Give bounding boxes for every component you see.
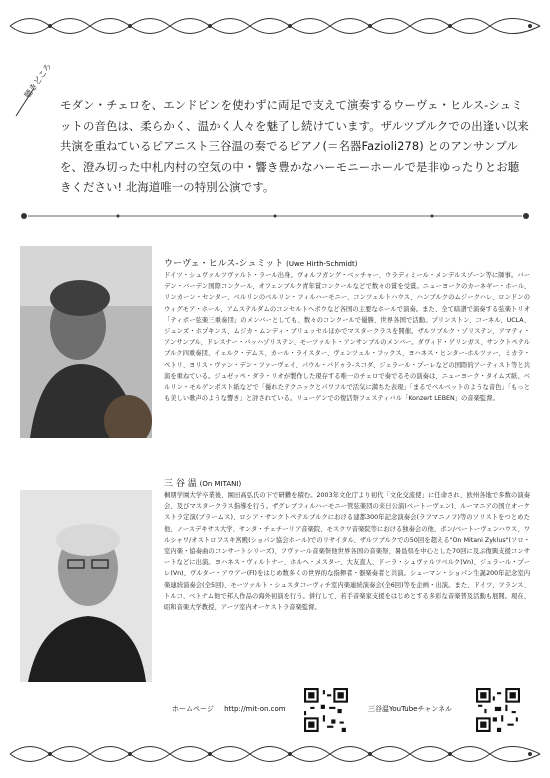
homepage-link-block[interactable] bbox=[172, 704, 286, 714]
youtube-qr-code-icon[interactable] bbox=[476, 688, 520, 732]
homepage-url[interactable]: http://mit-on.com bbox=[224, 705, 286, 713]
highlight-text: モダン・チェロを、エンドピンを使わずに両足で支えて演奏するウーヴェ・ヒルス-シュミットの音色は、柔らかく、温かく人々を魅了し続けています。ザルツブルクでの出逢い以来共演を重ねているピアニスト三谷温の奏でるピアノ(＝名器Fazioli278) とのアンサンブルを、澄み切った中札内村の空気の中・響き豊かなハーモニーホールで是非ゆったりとお聴きください! 北海道唯一の特別公演です。 bbox=[60, 98, 529, 194]
cellist-photo bbox=[20, 246, 152, 438]
artist-1-bio: ドイツ・シュヴァルツヴァルト・ラール出身。ヴォルフガング・ベッチャー、ウラディミール・メンデルスゾーン等に師事。バーデン・バーデン国際コンクール、オフェンブルク青年賞コンクールなどで数々の賞を受賞。ニューヨークのカーネギー・ホール、リンカーン・センター、ベルリンのベルリン・フィルハーモニー、コンツェルトハウス、ハンブルクのムジークハレ、ロンドンのウィグモア・ホール、アムステルダムのコンセルトヘボウなど各国の主要なホールで演奏。また、全て暗譜で演奏する弦楽トリオ「ティボー弦楽三重奏団」のメンバーとしても、数々のコンクールで優勝、世界各国で活動。プリンストン、コーネル、UCLA、ジュンズ・ホプキンス、ムジカ・ムンディ・ブリュッセルほかでマスタークラスを開催。ザルツブルク・ゾリステン、アマティ・アンサンブル、ドレスナー・バッハゾリステン、モーツァルト・アンサンブルのメンバー。ダヴィド・ゲリンガス、サンクトペテルブルク四重奏団、イェルク・デムス、カール・ライスター、ヴェンツェル・フックス、ヨハネス・ヒンター-ホルツァー、ミカラ・ペトリ、ヨリス・ヴァン・デン・ファーヴェイ、パウル・バドゥラ-スコダ、ジェラール・プーレなどの国際的アーティスト等と共演を重ねている。ジュゼッペ・ダラ・リオが製作した現存する唯一のチェロで奏でるその演奏は、ニューヨーク・タイムズ紙、ベルリン・モルゲンポスト紙などで「優れたテクニックとパワフルで活気に満ちた表現」「まるでベルベットのような音色」「もっとも美しい歌声のような響き」と評されている。リューゲンでの復活祭フェスティバル「Konzert LEBEN」の音楽監督。 bbox=[164, 272, 530, 403]
highlight-tag bbox=[14, 61, 64, 120]
artist-2-name: 三 谷 温 bbox=[164, 479, 197, 489]
artist-2-bio: 桐朋学園大学卒業後、園田高弘氏の下で研鑽を積む。2003年文化庁より初代「文化交流使」に任命され、欧州各地で多数の演奏会、及びマスタークラス指導を行う。ザグレブフィルハーモニー管弦楽団の来日公演(ベートーヴェン)、ルーマニアの国立オーケストラ定演(ブラームス)、ロシア・サンクトペテルブルクにおける建都300年記念演奏会(ラフマニノフ)等のソリストをつとめた他、ノースデキサス大学、サンタ・チェチーリア音楽院、モスクワ音楽院等における独奏会の他、ボン/ベートーヴェンハウス、ワルシャワ/オストロフスキ宮殿(ショパン協会ホール)でのリサイタル、ザルツブルクでの50回を超える"On Mitani Zyklus"(ソロ・室内楽・協奏曲のコンサートシリーズ)、フヴァール音楽祭他世界各国の音楽祭、暑島県を中心とした70回に及ぶ復興支援コンサートなどに出演。ヨハネス・ヴィルトナー、ホルヘ・メスター、大友直人、ドーラ・シュヴァルツベルク(Vn)、ジェラール・プーレ(Vn)、ヴルター・アウアー(Fl)をはじめ数多くの世界的な指揮者・器楽奏者と共演。シューマン・ショパン生誕200年記念室内楽連続演奏会(全5回)、モーツァルト・シュスタコーヴィチ室内楽連続演奏会(全6回)等を企画・出演。また、ドイツ、フランス、トルコ、ベトナム他で邦人作品の海外初演を行う。併行して、若手音楽家支援をはじめとする多彩な音楽普及活動も展開。現在、昭和音楽大学教授、アーツ室内オーケストラ音楽監督。 bbox=[164, 492, 530, 612]
artist-2-name-block bbox=[164, 476, 241, 489]
artist-1-name-block bbox=[164, 256, 357, 269]
section-divider bbox=[18, 210, 532, 222]
artist-1-name: ウーヴェ・ヒルス-シュミット bbox=[164, 259, 284, 269]
highlight-tag-label: 聴きどころ bbox=[22, 61, 54, 100]
artist-1-name-latin: (Uwe Hirth-Schmidt) bbox=[286, 260, 358, 268]
youtube-label[interactable]: 三谷温YouTubeチャンネル bbox=[368, 705, 453, 713]
bottom-ornament-border bbox=[0, 734, 550, 774]
artist-2-name-latin: (On MITANI) bbox=[199, 480, 242, 488]
top-ornament-border bbox=[0, 6, 550, 46]
homepage-qr-code-icon[interactable] bbox=[304, 688, 348, 732]
homepage-label: ホームページ bbox=[172, 705, 214, 713]
pianist-photo bbox=[20, 490, 152, 682]
